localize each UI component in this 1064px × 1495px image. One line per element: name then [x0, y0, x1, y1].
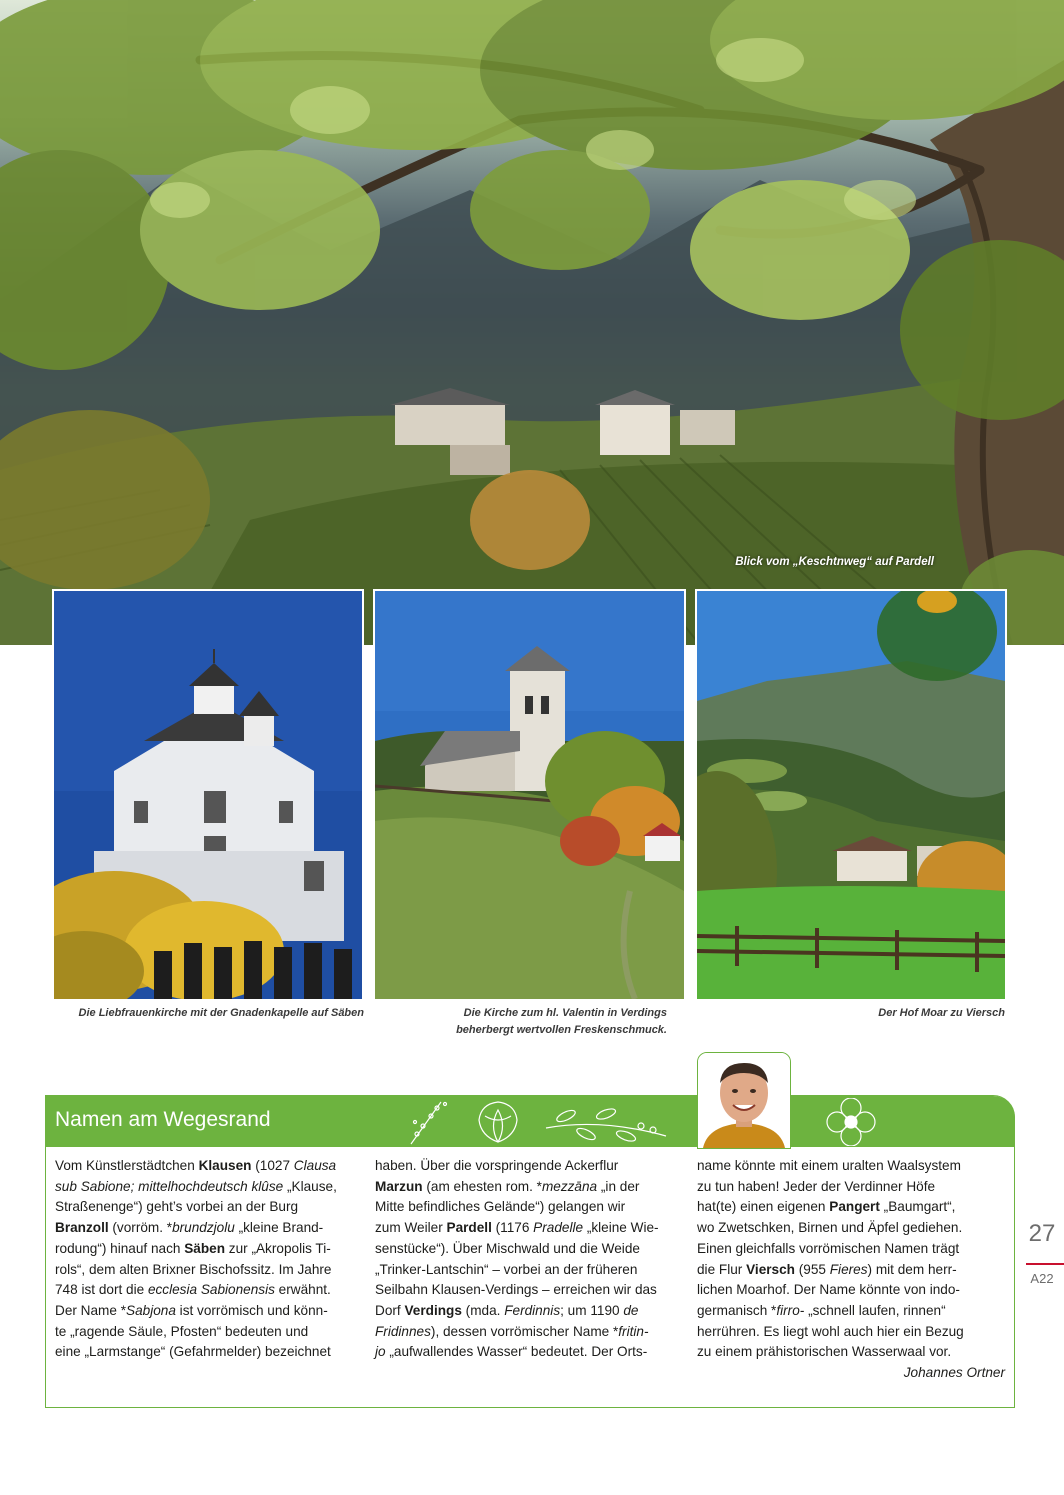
text-line: lichen Moarhof. Der Name könnte von indo-: [697, 1282, 960, 1298]
text-line: hat(te) einen eigenen Pangert „Baumgart“,: [697, 1199, 956, 1215]
caption-line: Die Liebfrauenkirche mit der Gnadenkapelle auf Säben: [78, 1007, 364, 1019]
sprig-ornament-icon: [401, 1098, 461, 1146]
branch-ornament-icon: [541, 1098, 671, 1146]
text-line: germanisch *firro- „schnell laufen, rinnen“: [697, 1302, 946, 1318]
text-line: eine „Larmstange“ (Gefahrmelder) bezeichnet: [55, 1344, 331, 1360]
text-line: Fridinnes), dessen vorrömischer Name *fritin-: [375, 1323, 649, 1339]
photo-caption-2: [373, 1005, 667, 1039]
chapel-illustration: [375, 591, 684, 999]
text-line: name könnte mit einem uralten Waalsystem: [697, 1158, 961, 1173]
photo-viersch-farm: [695, 589, 1007, 1001]
page-number-divider: [1026, 1263, 1064, 1265]
text-line: zu tun haben! Jeder der Verdinner Höfe: [697, 1178, 936, 1194]
hero-caption: Blick vom „Keschtnweg“ auf Pardell: [735, 556, 934, 568]
caption-line: beherbergt wertvollen Freskenschmuck.: [456, 1024, 667, 1036]
church-illustration: [54, 591, 362, 999]
text-line: Der Name *Sabjona ist vorrömisch und könn-: [55, 1302, 328, 1318]
text-line: Einen gleichfalls vorrömischen Namen trägt: [697, 1240, 960, 1256]
text-line: Seilbahn Klausen-Verdings – erreichen wir das: [375, 1282, 657, 1298]
photo-caption-3: [700, 1005, 1005, 1022]
text-line: Vom Künstlerstädtchen Klausen (1027 Clausa: [55, 1158, 337, 1173]
farm-illustration: [697, 591, 1005, 999]
photo-saeben-church: [52, 589, 364, 1001]
text-line: Mitte befindliches Gelände“) gelangen wir: [375, 1199, 626, 1215]
text-line: zum Weiler Pardell (1176 Pradelle „kleine Wie-: [375, 1220, 659, 1236]
text-line: zu einem prähistorischen Wasserwaal vor.: [697, 1344, 952, 1360]
photo-verdings-church: [373, 589, 686, 1001]
text-line: te „ragende Säule, Pfosten“ bedeuten und: [55, 1323, 309, 1339]
text-line: Dorf Verdings (mda. Ferdinnis; um 1190 de: [375, 1302, 639, 1318]
text-line: wo Zwetschken, Birnen und Äpfel gediehen.: [697, 1220, 963, 1236]
author-name: Johannes Ortner: [903, 1365, 1005, 1381]
page-code: A22: [1030, 1271, 1054, 1286]
avatar: [698, 1053, 790, 1148]
text-column-2: [375, 1156, 685, 1363]
box-header: [46, 1096, 1015, 1147]
text-line: rodung“) hinauf nach Säben zur „Akropolis Ti-: [55, 1240, 331, 1256]
hero-landscape-illustration: [0, 0, 1064, 645]
text-line: 748 ist dort die ecclesia Sabionensis erwähnt.: [55, 1282, 331, 1298]
text-line: die Flur Viersch (955 Fieres) mit dem herr-: [697, 1261, 957, 1277]
flower-ornament-icon: [816, 1098, 886, 1146]
text-line: sub Sabione; mittelhochdeutsch klûse „Klause,: [55, 1178, 337, 1194]
text-line: senstücke“). Über Mischwald und die Weide: [375, 1240, 640, 1256]
hero-photo: [0, 0, 1064, 645]
rose-ornament-icon: [471, 1098, 526, 1146]
text-line: haben. Über die vorspringende Ackerflur: [375, 1158, 619, 1173]
author-portrait: [697, 1052, 791, 1149]
text-line: jo „aufwallendes Wasser“ bedeutet. Der Orts-: [375, 1344, 648, 1360]
text-column-1: [55, 1156, 365, 1363]
text-line: Marzun (am ehesten rom. *mezzāna „in der: [375, 1178, 640, 1194]
page-number: 27: [1028, 1220, 1056, 1247]
box-title: Namen am Wegesrand: [55, 1108, 271, 1131]
text-line: „Trinker-Lantschin“ – vorbei an der früheren: [375, 1261, 638, 1277]
names-box: [45, 1095, 1015, 1408]
text-line: herrühren. Es liegt wohl auch hier ein Bezug: [697, 1323, 964, 1339]
caption-line: Der Hof Moar zu Viersch: [878, 1007, 1005, 1019]
caption-line: Die Kirche zum hl. Valentin in Verdings: [463, 1007, 667, 1019]
text-column-3: [697, 1156, 1007, 1384]
text-line: Straßenenge“) geht’s vorbei an der Burg: [55, 1199, 299, 1215]
photo-caption-1: [42, 1005, 364, 1022]
text-line: Branzoll (vorröm. *brundzjolu „kleine Brand-: [55, 1220, 324, 1236]
text-line: rols“, dem alten Brixner Bischofssitz. Im Jahre: [55, 1261, 332, 1277]
